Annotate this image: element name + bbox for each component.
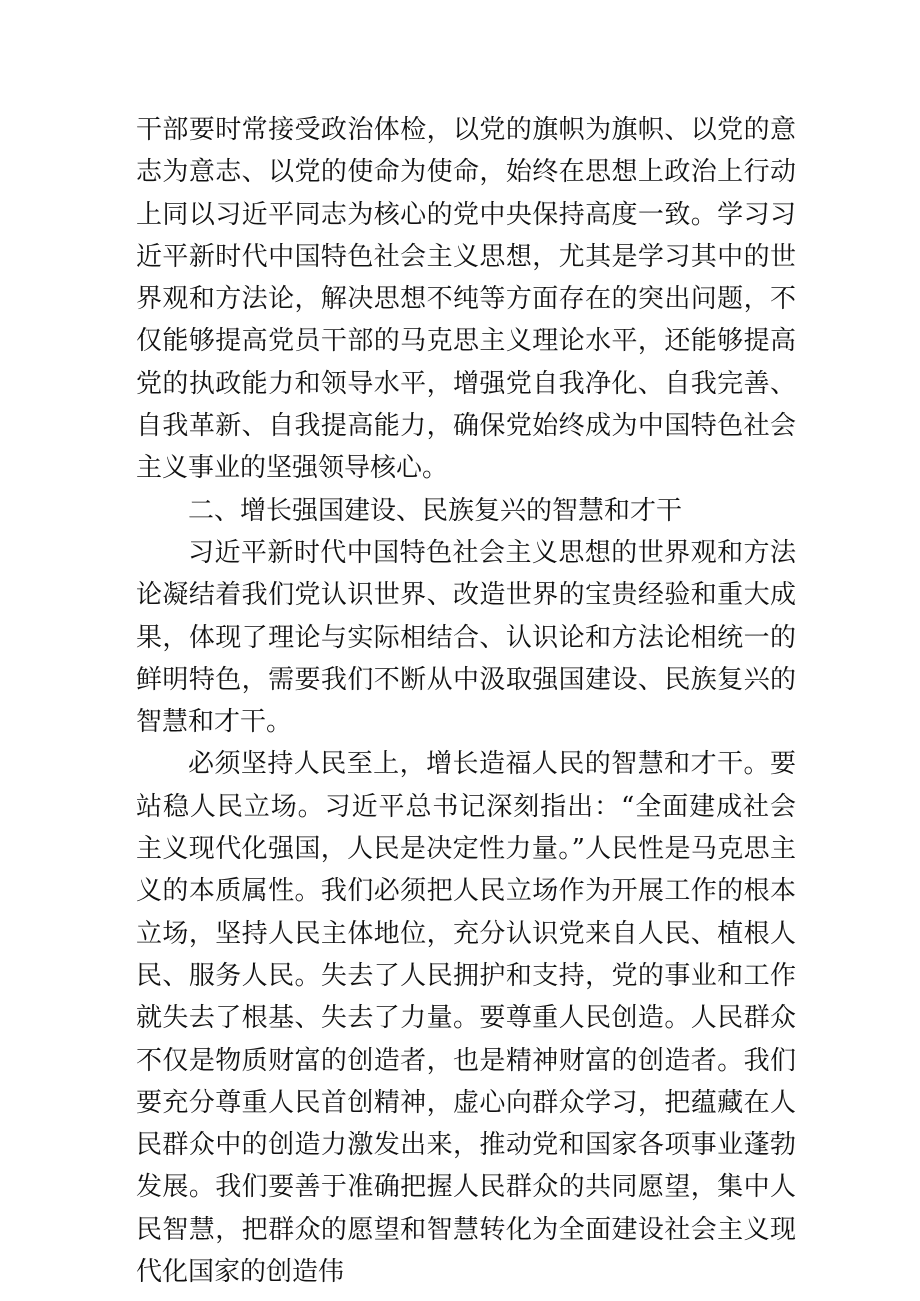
paragraph: 必须坚持人民至上，增长造福人民的智慧和才干。要站稳人民立场。习近平总书记深刻指出：“全面建成社会主义现代化强国，人民是决定性力量。”人民性是马克思主义的本质属性。我们必须把人民立场作为开展工作的根本立场，坚持人民主体地位，充分认识党来自人民、植根人民、服务人民。失去了人民拥护和支持，党的事业和工作就失去了根基、失去了力量。要尊重人民创造。人民群众不仅是物质财富的创造者，也是精神财富的创造者。我们要充分尊重人民首创精神，虚心向群众学习，把蕴藏在人民群众中的创造力激发出来，推动党和国家各项事业蓬勃发展。我们要善于准确把握人民群众的共同愿望，集中人民智慧，把群众的愿望和智慧转化为全面建设社会主义现代化国家的创造伟 (136, 749, 796, 1288)
paragraph-continuation: 干部要时常接受政治体检，以党的旗帜为旗帜、以党的意志为意志、以党的使命为使命，始终在思想上政治上行动上同以习近平同志为核心的党中央保持高度一致。学习习近平新时代中国特色社会主义思想，尤其是学习其中的世界观和方法论，解决思想不纯等方面存在的突出问题，不仅能够提高党员干部的马克思主义理论水平，还能够提高党的执政能力和领导水平，增强党自我净化、自我完善、自我革新、自我提高能力，确保党始终成为中国特色社会主义事业的坚强领导核心。 (136, 115, 796, 484)
paragraph: 习近平新时代中国特色社会主义思想的世界观和方法论凝结着我们党认识世界、改造世界的宝贵经验和重大成果，体现了理论与实际相结合、认识论和方法论相统一的鲜明特色，需要我们不断从中汲取强国建设、民族复兴的智慧和才干。 (136, 537, 796, 738)
section-heading: 二、增长强国建设、民族复兴的智慧和才干 (188, 495, 683, 526)
document-body (136, 109, 796, 1293)
